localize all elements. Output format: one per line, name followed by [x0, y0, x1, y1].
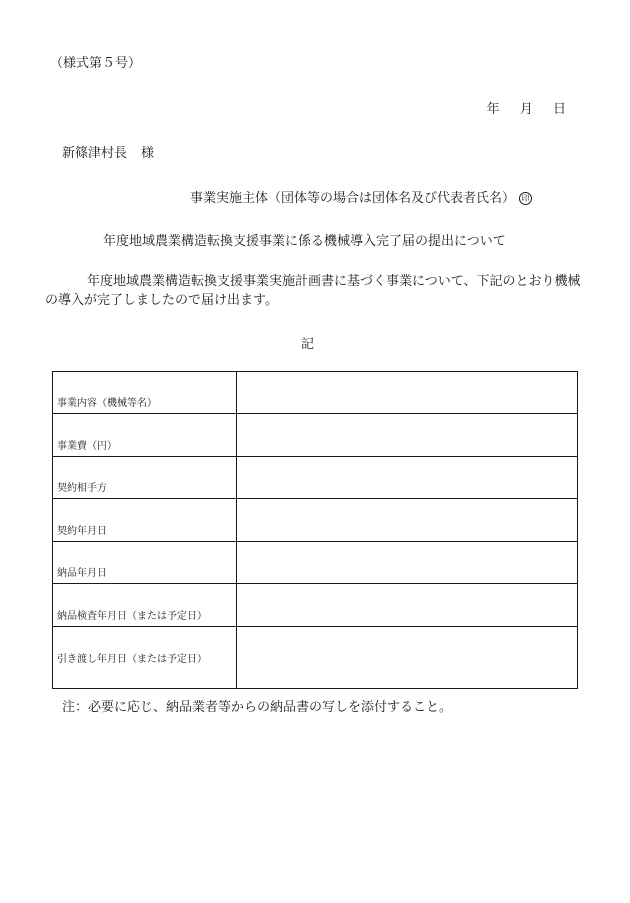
row-value-delivery-date[interactable] — [237, 542, 578, 584]
table-row — [53, 457, 578, 499]
row-value-cost[interactable] — [237, 414, 578, 457]
date-month: 月 — [519, 102, 533, 117]
row-label-contractor: 契約相手方 — [53, 457, 237, 499]
row-label-delivery-date: 納品年月日 — [53, 542, 237, 584]
applicant-line — [190, 187, 532, 206]
form-number: （様式第５号） — [50, 56, 142, 71]
date-line — [471, 98, 566, 117]
applicant-label: 事業実施主体（団体等の場合は団体名及び代表者氏名） — [190, 191, 516, 206]
footnote: 注：必要に応じ、納品業者等からの納品書の写しを添付すること。 — [62, 700, 453, 715]
details-table — [52, 371, 578, 689]
row-value-handover-date[interactable] — [237, 627, 578, 689]
addressee — [62, 142, 154, 161]
table-row — [53, 499, 578, 542]
table-row — [53, 372, 578, 414]
row-label-handover-date: 引き渡し年月日（または予定日） — [53, 627, 237, 689]
addressee-honorific: 様 — [141, 146, 155, 161]
date-year: 年 — [486, 102, 500, 117]
ki-heading: 記 — [301, 337, 315, 352]
row-label-business-content: 事業内容（機械等名） — [53, 372, 237, 414]
row-label-cost: 事業費（円） — [53, 414, 237, 457]
date-day: 日 — [552, 102, 566, 117]
row-label-inspection-date: 納品検査年月日（または予定日） — [53, 584, 237, 627]
row-value-business-content[interactable] — [237, 372, 578, 414]
seal-mark: 印 — [519, 192, 532, 205]
row-value-inspection-date[interactable] — [237, 584, 578, 627]
addressee-name: 新篠津村長 — [62, 146, 128, 161]
body-text: 年度地域農業構造転換支援事業実施計画書に基づく事業について、下記のとおり機械の導入が完了しましたので届け出ます。 — [45, 274, 581, 308]
row-value-contractor[interactable] — [237, 457, 578, 499]
table-row — [53, 542, 578, 584]
row-value-contract-date[interactable] — [237, 499, 578, 542]
table-row — [53, 584, 578, 627]
table-row — [53, 627, 578, 689]
table-row — [53, 414, 578, 457]
row-label-contract-date: 契約年月日 — [53, 499, 237, 542]
document-subject: 年度地域農業構造転換支援事業に係る機械導入完了届の提出について — [103, 234, 506, 249]
